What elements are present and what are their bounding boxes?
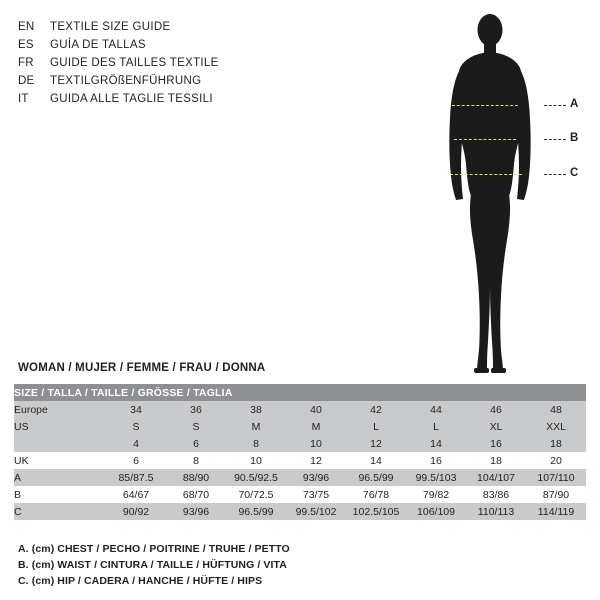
cell: 93/96 xyxy=(166,503,226,520)
cell: 18 xyxy=(466,452,526,469)
cell: XXL xyxy=(526,418,586,435)
table-header-row xyxy=(14,384,586,401)
language-row xyxy=(18,72,338,90)
cell: 48 xyxy=(526,401,586,418)
language-code: IT xyxy=(18,93,29,105)
cell: 85/87.5 xyxy=(106,469,166,486)
table-row xyxy=(14,435,586,452)
cell: 96.5/99 xyxy=(346,469,406,486)
cell: 20 xyxy=(526,452,586,469)
leader-b xyxy=(544,139,566,140)
size-table xyxy=(14,384,586,520)
row-label: B xyxy=(14,486,106,503)
cell: 99.5/102 xyxy=(286,503,346,520)
cell: L xyxy=(346,418,406,435)
cell: 68/70 xyxy=(166,486,226,503)
cell: 102.5/105 xyxy=(346,503,406,520)
cell: 10 xyxy=(286,435,346,452)
cell: 42 xyxy=(346,401,406,418)
cell: 107/110 xyxy=(526,469,586,486)
cell: 6 xyxy=(166,435,226,452)
cell: 16 xyxy=(466,435,526,452)
row-label: Europe xyxy=(14,401,106,418)
table-group-title: WOMAN / MUJER / FEMME / FRAU / DONNA xyxy=(18,362,266,374)
leader-c xyxy=(544,174,566,175)
row-label: US xyxy=(14,418,106,435)
cell: 6 xyxy=(106,452,166,469)
cell: 4 xyxy=(106,435,166,452)
language-row xyxy=(18,18,338,36)
language-title: GUIDA ALLE TAGLIE TESSILI xyxy=(50,93,213,105)
cell: S xyxy=(166,418,226,435)
cell: 12 xyxy=(286,452,346,469)
table-row xyxy=(14,503,586,520)
cell: 87/90 xyxy=(526,486,586,503)
language-code: EN xyxy=(18,21,35,33)
cell: 14 xyxy=(346,452,406,469)
language-title: GUIDE DES TAILLES TEXTILE xyxy=(50,57,219,69)
cell: 76/78 xyxy=(346,486,406,503)
language-row xyxy=(18,54,338,72)
table-row xyxy=(14,469,586,486)
table-row xyxy=(14,401,586,418)
row-label: C xyxy=(14,503,106,520)
body-figure xyxy=(400,8,590,378)
cell: 64/67 xyxy=(106,486,166,503)
language-header xyxy=(18,18,338,108)
cell: 96.5/99 xyxy=(226,503,286,520)
table-header-label: SIZE / TALLA / TAILLE / GRÖSSE / TAGLIA xyxy=(14,384,586,401)
table-row xyxy=(14,452,586,469)
cell: 14 xyxy=(406,435,466,452)
language-row xyxy=(18,90,338,108)
cell: 106/109 xyxy=(406,503,466,520)
cell: L xyxy=(406,418,466,435)
cell: 79/82 xyxy=(406,486,466,503)
table-row xyxy=(14,486,586,503)
cell: 10 xyxy=(226,452,286,469)
row-label: A xyxy=(14,469,106,486)
cell: 93/96 xyxy=(286,469,346,486)
language-code: FR xyxy=(18,57,34,69)
cell: M xyxy=(226,418,286,435)
measurement-notes xyxy=(18,541,578,589)
note-waist: B. (cm) WAIST / CINTURA / TAILLE / HÜFTUNG / VITA xyxy=(18,559,287,571)
cell: 12 xyxy=(346,435,406,452)
table-row xyxy=(14,418,586,435)
cell: M xyxy=(286,418,346,435)
note-chest: A. (cm) CHEST / PECHO / POITRINE / TRUHE / PETTO xyxy=(18,543,290,555)
cell: 36 xyxy=(166,401,226,418)
language-code: ES xyxy=(18,39,34,51)
measure-line-c xyxy=(450,174,522,175)
cell: 18 xyxy=(526,435,586,452)
cell: 34 xyxy=(106,401,166,418)
cell: 38 xyxy=(226,401,286,418)
cell: 8 xyxy=(166,452,226,469)
cell: 70/72.5 xyxy=(226,486,286,503)
female-body-silhouette-icon xyxy=(430,8,550,378)
cell: 16 xyxy=(406,452,466,469)
language-row xyxy=(18,36,338,54)
row-label xyxy=(14,435,106,452)
cell: 83/86 xyxy=(466,486,526,503)
cell: 114/119 xyxy=(526,503,586,520)
cell: S xyxy=(106,418,166,435)
language-title: TEXTILE SIZE GUIDE xyxy=(50,21,171,33)
measure-label-c: C xyxy=(570,167,579,179)
cell: 90.5/92.5 xyxy=(226,469,286,486)
cell: 110/113 xyxy=(466,503,526,520)
cell: 88/90 xyxy=(166,469,226,486)
row-label: UK xyxy=(14,452,106,469)
language-title: TEXTILGRÖßENFÜHRUNG xyxy=(50,75,202,87)
measure-label-b: B xyxy=(570,132,579,144)
cell: 90/92 xyxy=(106,503,166,520)
cell: 104/107 xyxy=(466,469,526,486)
cell: 46 xyxy=(466,401,526,418)
cell: 73/75 xyxy=(286,486,346,503)
measure-label-a: A xyxy=(570,98,579,110)
leader-a xyxy=(544,105,566,106)
cell: XL xyxy=(466,418,526,435)
cell: 44 xyxy=(406,401,466,418)
cell: 40 xyxy=(286,401,346,418)
language-code: DE xyxy=(18,75,35,87)
cell: 8 xyxy=(226,435,286,452)
measure-line-b xyxy=(454,139,516,140)
measure-line-a xyxy=(452,105,518,106)
note-hip: C. (cm) HIP / CADERA / HANCHE / HÜFTE / HIPS xyxy=(18,575,263,587)
cell: 99.5/103 xyxy=(406,469,466,486)
language-title: GUÍA DE TALLAS xyxy=(50,39,146,51)
